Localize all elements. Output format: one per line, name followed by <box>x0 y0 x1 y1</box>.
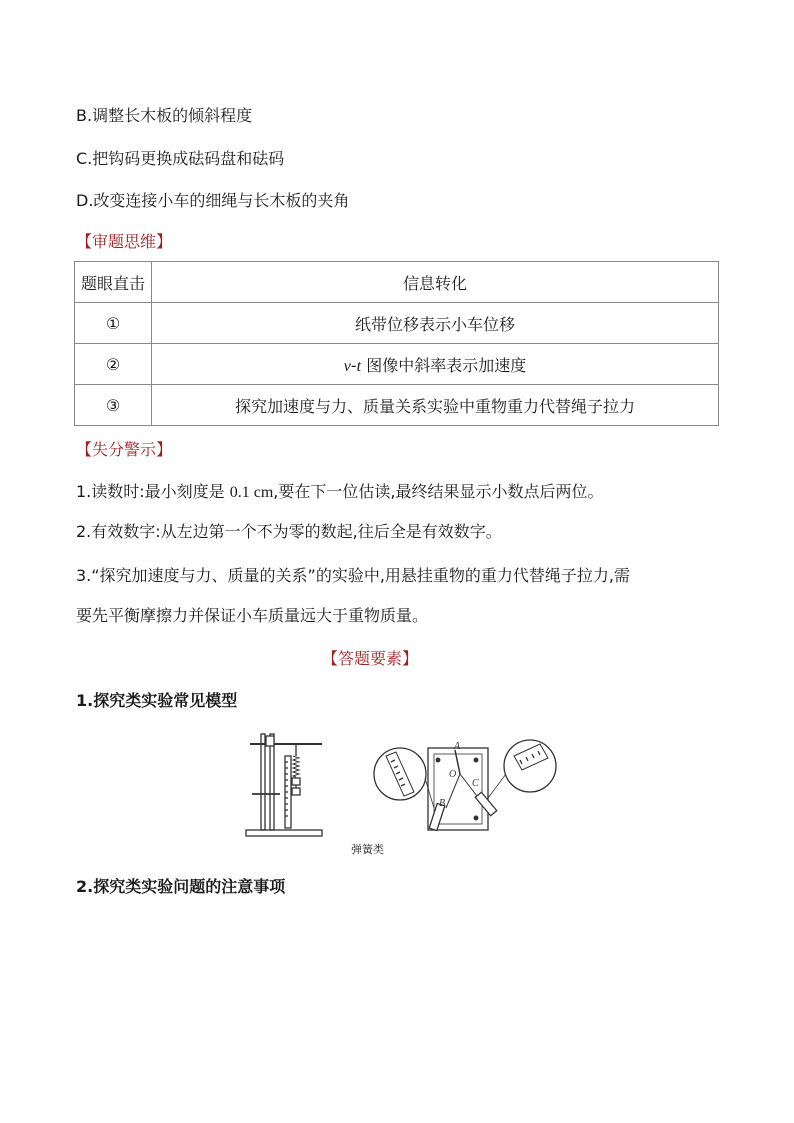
section-title-warning: 【失分警示】 <box>76 440 173 459</box>
experiment-figure <box>236 722 566 864</box>
row-text: 纸带位移表示小车位移 <box>152 303 719 344</box>
label-b: B <box>439 798 446 809</box>
warning-3-line-1: 3.“探究加速度与力、质量的关系”的实验中,用悬挂重物的重力代替绳子拉力,需 <box>76 566 631 585</box>
option-d: D.改变连接小车的细绳与长木板的夹角 <box>76 191 350 210</box>
force-board-illustration <box>374 740 556 831</box>
warning-1 <box>76 480 603 505</box>
var-v: v <box>343 357 351 375</box>
info-table <box>74 261 719 426</box>
option-b: B.调整长木板的倾斜程度 <box>76 106 253 125</box>
table-header-row <box>75 262 719 303</box>
option-c: C.把钩码更换成砝码盘和砝码 <box>76 149 285 168</box>
table-header-cell: 题眼直击 <box>75 262 152 303</box>
table-header-cell: 信息转化 <box>152 262 719 303</box>
warning-1-post: ,要在下一位估读,最终结果显示小数点后两位。 <box>273 482 604 501</box>
label-o: O <box>449 769 457 780</box>
table-row <box>75 344 719 385</box>
row-text <box>152 344 719 385</box>
warning-1-number: 0.1 cm <box>229 484 274 501</box>
label-a: A <box>454 741 461 752</box>
heading-models: 1.探究类实验常见模型 <box>76 691 238 710</box>
table-row <box>75 385 719 426</box>
section-title-answer: 【答题要素】 <box>322 649 419 668</box>
row-text-rest: 图像中斜率表示加速度 <box>361 355 527 375</box>
label-c: C <box>472 778 479 789</box>
warning-3-line-2: 要先平衡摩擦力并保证小车质量远大于重物质量。 <box>76 606 429 625</box>
table-row <box>75 303 719 344</box>
warning-2: 2.有效数字:从左边第一个不为零的数起,往后全是有效数字。 <box>76 522 502 541</box>
row-marker: ③ <box>75 385 152 426</box>
warning-1-pre: 1.读数时:最小刻度是 <box>76 482 230 501</box>
section-title-review: 【审题思维】 <box>76 232 173 251</box>
dash: - <box>350 355 357 375</box>
spring-stand-illustration <box>246 734 322 836</box>
var-t: t <box>356 357 362 375</box>
heading-notes: 2.探究类实验问题的注意事项 <box>76 877 286 896</box>
figure-caption: 弹簧类 <box>351 843 384 856</box>
row-marker: ② <box>75 344 152 385</box>
row-text: 探究加速度与力、质量关系实验中重物重力代替绳子拉力 <box>152 385 719 426</box>
row-marker: ① <box>75 303 152 344</box>
